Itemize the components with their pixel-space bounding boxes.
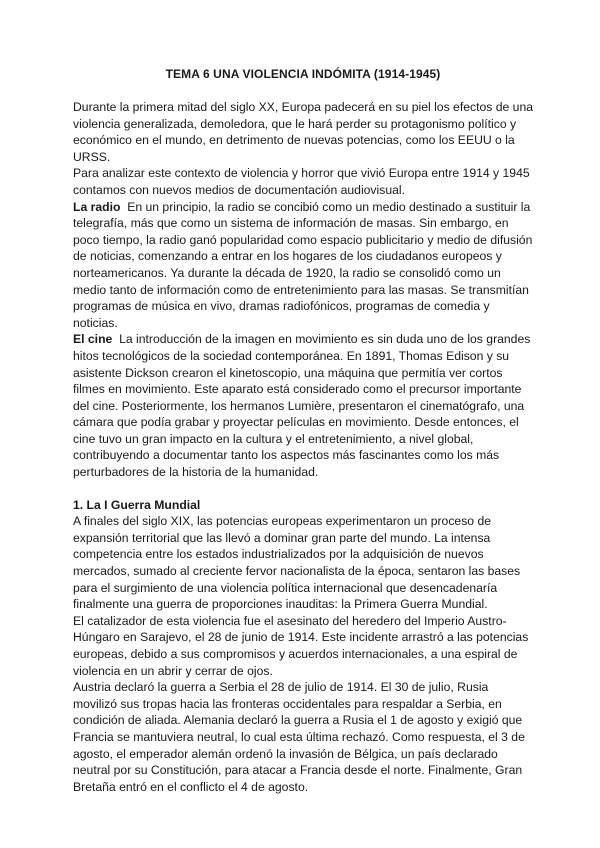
cine-text: La introducción de la imagen en movimiento es sin duda uno de los grandes hitos tecnológicos de la sociedad contemporánea. En 1891, Thomas Edison y su asistente Dickson crearon el kinetoscopio, una máquina que permitía ver cortos filmes en movimiento. Este aparato está considerado como el precursor importante del cine. Posteriormente, los hermanos Lumière, presentaron el cinematógrafo, una cámara que podía grabar y proyectar películas en movimiento. Desde entonces, el cine tuvo un gran impacto en la cultura y el entretenimiento, a nivel global, contribuyendo a documentar tanto los aspectos más fascinantes como los más perturbadores de la historia de la humanidad. [73, 332, 531, 480]
document-page [73, 66, 533, 795]
section-paragraph-3: Austria declaró la guerra a Serbia el 28 de julio de 1914. El 30 de julio, Rusia movilizó sus tropas hacia las fronteras occidentales para respaldar a Serbia, en condición de aliada. Alemania declaró la guerra a Rusia el 1 de agosto y exigió que Francia se mantuviera neutral, lo cual esta última rechazó. Como respuesta, el 3 de agosto, el emperador alemán ordenó la invasión de Bélgica, un país declarado neutral por su Constitución, para atacar a Francia desde el norte. Finalmente, Gran Bretaña entró en el conflicto el 4 de agosto. [73, 680, 525, 794]
intro-paragraph-2: Para analizar este contexto de violencia y horror que vivió Europa entre 1914 y 1945 contamos con nuevos medios de documentación audiovisual. [73, 166, 530, 197]
cine-paragraph [73, 331, 533, 480]
radio-heading: La radio [73, 199, 121, 214]
cine-heading: El cine [73, 332, 113, 347]
radio-text: En un principio, la radio se concibió como un medio destinado a sustituir la telegrafía, más que como un sistema de información de masas. Sin embargo, en poco tiempo, la radio ganó popularidad como espacio publicitario y medio de difusión de noticias, comenzando a entrar en los hogares de los ciudadanos europeos y norteamericanos. Ya durante la década de 1920, la radio se consolidó como un medio tanto de información como de entretenimiento para las masas. Se transmitían programas de música en vivo, dramas radiofónicos, programas de comedia y noticias. [73, 199, 533, 330]
section-paragraph-1: A finales del siglo XIX, las potencias europeas experimentaron un proceso de expansión territorial que las llevó a dominar gran parte del mundo. La intensa competencia entre los estados industrializados por la adquisición de nuevos mercados, sumado al creciente fervor nacionalista de la época, sentaron las bases para el surgimiento de una violencia política internacional que desencadenaría finalmente una guerra de proporciones inauditas: la Primera Guerra Mundial. [73, 514, 521, 612]
intro-paragraph-1: Durante la primera mitad del siglo XX, Europa padecerá en su piel los efectos de una violencia generalizada, demoledora, que le hará perder su protagonismo político y económico en el mundo, en detrimento de nuevas potencias, como los EEUU o la URSS. [73, 100, 534, 164]
section-heading: 1. La I Guerra Mundial [73, 497, 201, 512]
radio-paragraph [73, 199, 533, 332]
section-spacer [73, 481, 533, 497]
page-title: TEMA 6 UNA VIOLENCIA INDÓMITA (1914-1945) [165, 67, 441, 81]
section-paragraph-2: El catalizador de esta violencia fue el asesinato del heredero del Imperio Austro-Húngaro en Sarajevo, el 28 de junio de 1914. Este incidente arrastró a las potencias europeas, debido a sus compromisos y acuerdos internacionales, a una espiral de violencia en un abrir y cerrar de ojos. [73, 613, 529, 678]
